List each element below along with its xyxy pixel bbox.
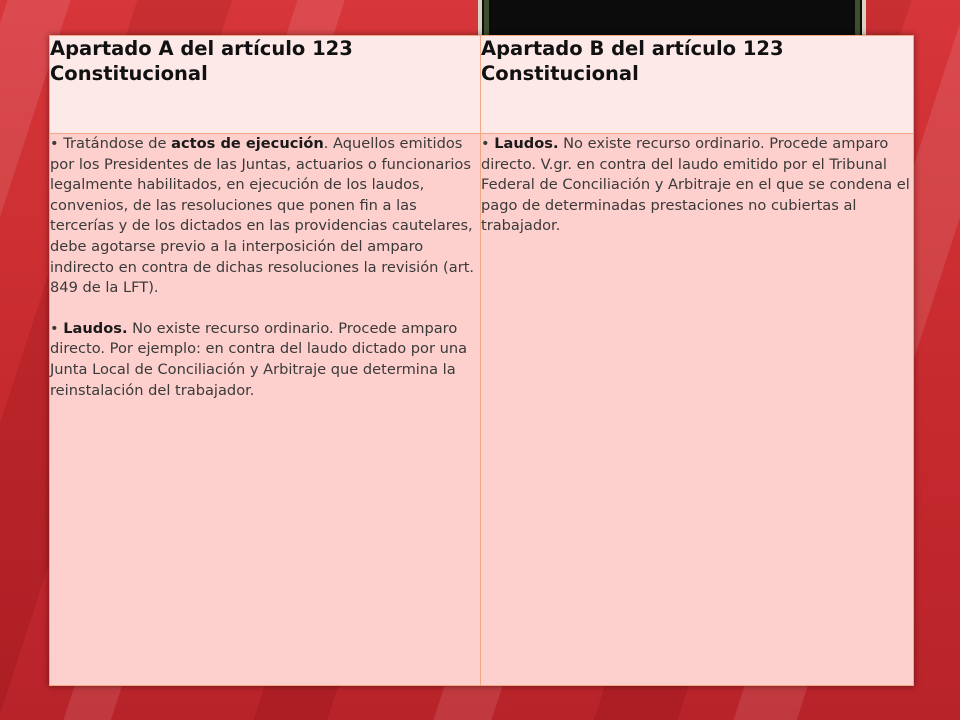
term-laudos: Laudos.	[63, 319, 128, 337]
table-header-row	[50, 36, 914, 134]
header-apartado-b: Apartado B del artículo 123 Constitucional	[481, 36, 914, 134]
term-actos-ejecucion: actos de ejecución	[171, 135, 324, 152]
paragraph-text: . Aquellos emitidos por los Presidentes de las Juntas, actuarios o funcionarios legalmente habilitados, en ejecución de los laudos, convenios, de las resoluciones que ponen fin a las tercerías y de los dictados en las providencias cautelares, debe agotarse previo a la interposición del amparo indirecto en contra de dichas resoluciones la revisión (art. 849 de la LFT).	[50, 135, 475, 297]
cell-apartado-b	[481, 134, 914, 686]
paragraph-laudos-b	[481, 134, 913, 237]
cell-apartado-a	[50, 134, 481, 686]
paragraph-text: No existe recurso ordinario. Procede amparo directo. Por ejemplo: en contra del laudo dictado por una Junta Local de Conciliación y Arbitraje que determina la reinstalación del trabajador.	[50, 319, 468, 399]
paragraph-lead: Tratándose de	[63, 135, 172, 152]
picture-frame-edge	[478, 0, 866, 36]
comparison-table	[49, 35, 914, 686]
paragraph-actos-ejecucion	[50, 134, 480, 299]
bullet-icon: •	[50, 135, 59, 152]
term-laudos: Laudos.	[494, 135, 559, 152]
paragraph-text: No existe recurso ordinario. Procede amparo directo. V.gr. en contra del laudo emitido por el Tribunal Federal de Conciliación y Arbitraje en el que se condena el pago de determinadas prestaciones no cubiertas al trabajador.	[481, 135, 910, 235]
bullet-icon: •	[50, 319, 59, 337]
bullet-icon: •	[481, 135, 490, 152]
header-apartado-a: Apartado A del artículo 123 Constitucional	[50, 36, 481, 134]
paragraph-laudos-a	[50, 319, 480, 401]
table-body-row	[50, 134, 914, 686]
